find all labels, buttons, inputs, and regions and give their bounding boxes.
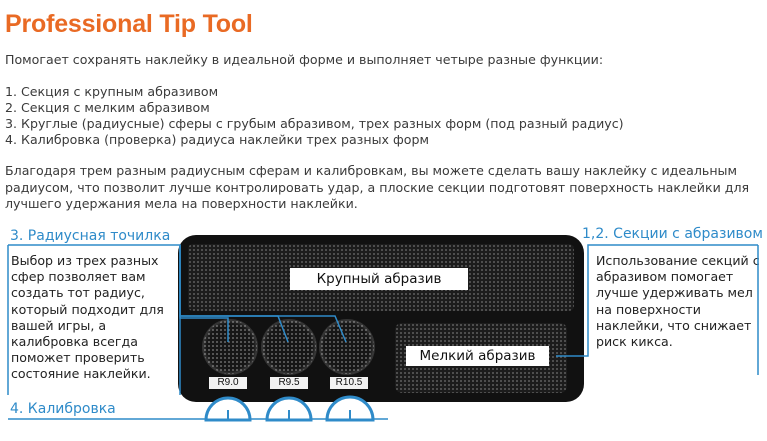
intro-text: Помогает сохранять наклейку в идеальной форме и выполняет четыре разные функции: <box>5 52 604 67</box>
radius-tag: R10.5 <box>330 377 368 389</box>
coarse-abrasive-label: Крупный абразив <box>290 268 468 290</box>
page-title: Professional Tip Tool <box>5 10 253 38</box>
radius-tag: R9.0 <box>209 377 247 389</box>
radius-sharpener-text: Выбор из трех разных сфер позволяет вам создать тот радиус, который подходит для вашей игры, а калибровка всегда поможет проверить состояние наклейки. <box>11 253 164 382</box>
function-item: 4. Калибровка (проверка) радиуса наклейки трех разных форм <box>5 132 429 147</box>
function-item: 2. Секция с мелким абразивом <box>5 100 210 115</box>
calibration-gauges <box>206 397 373 420</box>
radius-sharpener-label: 3. Радиусная точилка <box>10 228 171 244</box>
calibration-label: 4. Калибровка <box>10 401 116 417</box>
fine-abrasive-label: Мелкий абразив <box>406 346 549 366</box>
description-text: Благодаря трем разным радиусным сферам и калибровкам, вы можете сделать вашу наклейку с идеальным радиусом, что позволит лучше контролировать удар, а плоские секции подготовят поверхность наклейки для лучшего удержания мела на поверхности наклейки. <box>5 163 750 211</box>
radius-sharpener-leader <box>8 245 228 342</box>
function-item: 1. Секция с крупным абразивом <box>5 84 219 99</box>
function-item: 3. Круглые (радиусные) сферы с грубым абразивом, трех разных форм (под разный радиус) <box>5 116 624 131</box>
abrasive-sections-text: Использование секций с абразивом помогает лучше удерживать мел на поверхности наклейки, что снижает риск кикса. <box>596 253 760 350</box>
abrasive-sections-leader <box>556 245 758 356</box>
abrasive-sections-label: 1,2. Секции с абразивом <box>582 226 763 242</box>
radius-tag: R9.5 <box>270 377 308 389</box>
